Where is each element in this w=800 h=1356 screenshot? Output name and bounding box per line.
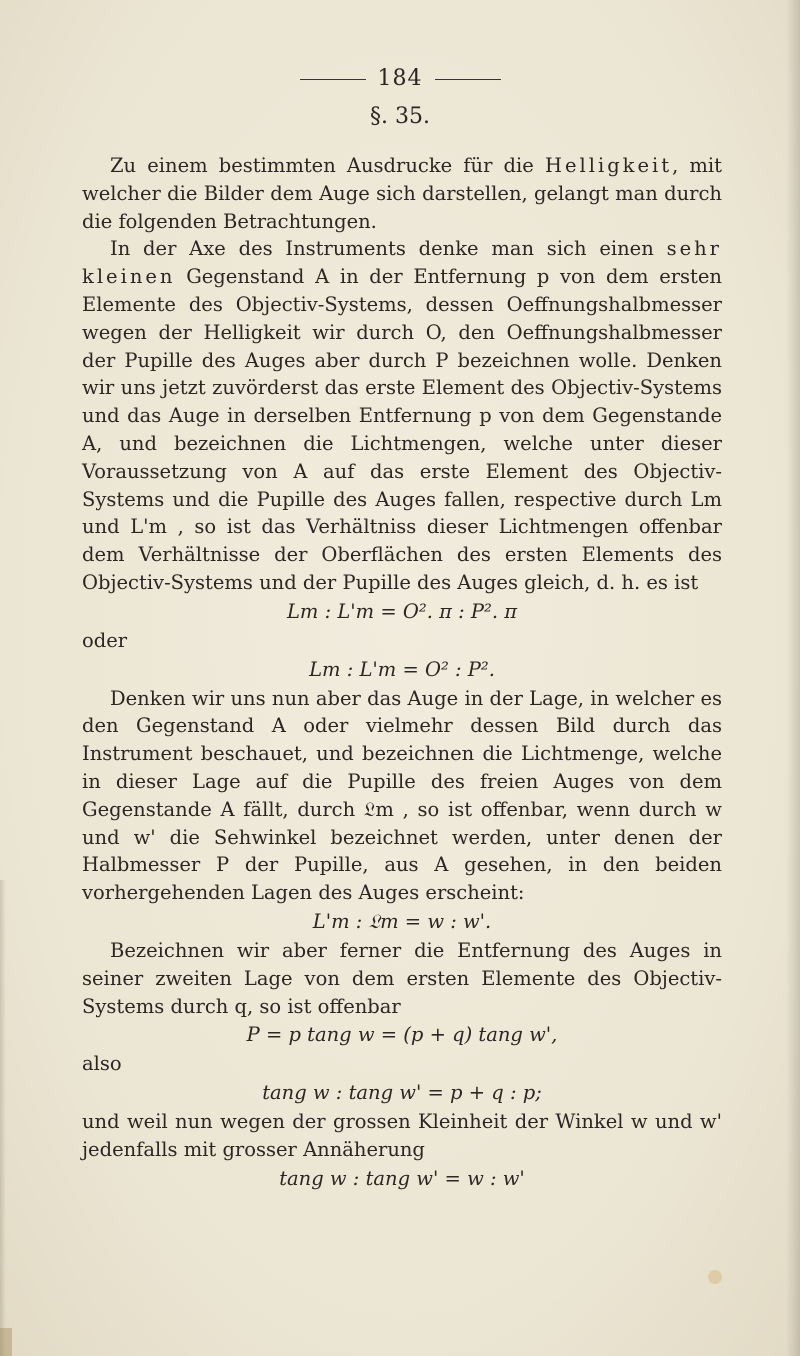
paragraph-2: In der Axe des Instruments denke man sich einen sehr kleinen Gegenstand A in der Entfernung p von dem ersten Elemente des Objectiv-Systems, dessen Oeffnungshalbmesser wegen der Helligkeit wir durch O, den Oeffnungshalbmesser der Pupille des Auges aber durch P bezeichnen wolle. Denken wir uns jetzt zuvörderst das erste Element des Objectiv-Systems und das Auge in derselben Entfernung p von dem Gegenstande A, und bezeichnen die Lichtmengen, welche unter dieser Voraussetzung von A auf das erste Element des Objectiv-Systems und die Pupille des Auges fallen, respective durch Lm und L'm , so ist das Verhältniss dieser Lichtmengen offenbar dem Verhältnisse der Oberflächen des ersten Elements des Objectiv-Systems und der Pupille des Auges gleich, d. h. es ist <box>82 237 722 594</box>
word-oder: oder <box>82 628 128 652</box>
word-also: also <box>82 1052 122 1076</box>
formula-4: P = p tang w = (p + q) tang w', <box>246 1023 558 1047</box>
page-number: 184 <box>377 66 423 91</box>
formula-2: Lm : L'm = O² : P². <box>309 657 495 681</box>
paragraph-4: Bezeichnen wir aber ferner die Entfernung des Auges in seiner zweiten Lage von dem ersten Elemente des Objectiv-Systems durch q, so ist offenbar <box>82 938 722 1018</box>
header-rule-left <box>300 79 366 80</box>
emphasis-helligkeit: Helligkeit <box>544 154 673 177</box>
page-header <box>0 66 800 91</box>
formula-3: L'm : 𝔏m = w : w'. <box>312 909 492 933</box>
page-binding-shadow <box>0 880 6 1356</box>
formula-5: tang w : tang w' = p + q : p; <box>262 1081 542 1105</box>
body-text <box>82 152 722 1194</box>
paper-stain <box>708 1270 722 1284</box>
paragraph-5: und weil nun wegen der grossen Kleinheit der Winkel w und w' jedenfalls mit grosser Annäherung <box>82 1110 722 1161</box>
section-heading: §. 35. <box>370 104 430 129</box>
page-corner-mark <box>0 1328 12 1356</box>
paragraph-1: Zu einem bestimmten Ausdrucke für die Helligkeit, mit welcher die Bilder dem Auge sich darstellen, gelangt man durch die folgenden Betrachtungen. <box>82 154 723 233</box>
page-edge-shadow <box>786 0 800 1356</box>
formula-6: tang w : tang w' = w : w' <box>279 1166 525 1190</box>
emphasis-sehr-klein: sehr kleinen <box>82 237 722 289</box>
paragraph-3: Denken wir uns nun aber das Auge in der Lage, in welcher es den Gegenstand A oder vielmehr dessen Bild durch das Instrument beschauet, und bezeichnen die Lichtmenge, welche in dieser Lage auf die Pupille des freien Auges von dem Gegenstande A fällt, durch 𝔏m , so ist offenbar, wenn durch w und w' die Sehwinkel bezeichnet werden, unter denen der Halbmesser P der Pupille, aus A gesehen, in den beiden vorhergehenden Lagen des Auges erscheint: <box>82 686 722 905</box>
formula-1: Lm : L'm = O². π : P². π <box>286 599 518 623</box>
header-rule-right <box>435 79 501 80</box>
